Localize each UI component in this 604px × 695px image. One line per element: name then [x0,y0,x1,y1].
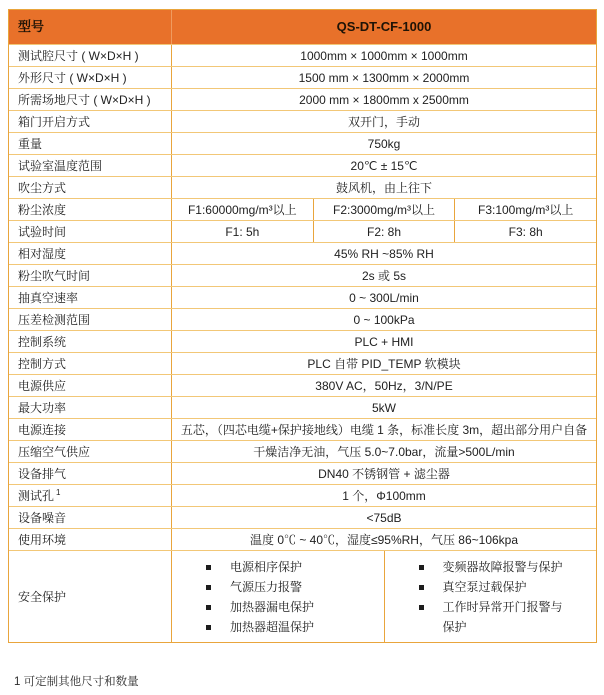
table-row [9,88,596,110]
row-value: 45% RH ~85% RH [334,246,434,261]
safety-item-text: 气源压力报警 [230,579,303,594]
safety-item-text: 加热器超温保护 [230,619,315,634]
row-value: 0 ~ 300L/min [349,290,419,305]
safety-list-right [384,551,597,642]
row-value: 温度 0℃ ~ 40℃，湿度≤95%RH，气压 86~106kpa [249,532,519,547]
row-label: 设备噪音 [9,507,172,528]
row-label [9,485,172,506]
row-value: DN40 不锈钢管 + 滤尘器 [318,466,450,481]
table-row-test-duration [9,220,596,242]
model-value: QS-DT-CF-1000 [336,19,432,34]
table-row [9,506,596,528]
safety-item [206,617,362,637]
safety-list-left [172,551,384,642]
table-row-safety-protection [9,550,596,642]
table-row [9,374,596,396]
row-label: 试验时间 [9,221,172,242]
row-value: <75dB [366,510,402,525]
safety-item [206,577,362,597]
row-label: 控制方式 [9,353,172,374]
table-row [9,132,596,154]
row-value: PLC 自带 PID_TEMP 软模块 [307,356,461,371]
row-value-f1: F1: 5h [225,224,260,239]
row-label: 箱门开启方式 [9,111,172,132]
row-label: 吹尘方式 [9,177,172,198]
table-row [9,66,596,88]
row-value-f3: F3: 8h [454,221,596,242]
table-row [9,462,596,484]
row-value-f2: F2:3000mg/m³以上 [313,199,455,220]
row-value: 干燥洁净无油，气压 5.0~7.0bar，流量>500L/min [253,444,515,459]
table-row [9,44,596,66]
bullet-icon [419,585,424,590]
footnote-marker: 1 [56,488,61,497]
row-label: 粉尘浓度 [9,199,172,220]
spec-table [8,9,597,643]
safety-item [206,597,362,617]
bullet-icon [206,605,211,610]
table-header-row [9,10,596,44]
safety-item-text: 工作时异常开门报警与保护 [442,599,563,634]
row-value-f3: F3:100mg/m³以上 [454,199,596,220]
row-value: 五芯，（四芯电缆+保护接地线）电缆 1 条，标准长度 3m，超出部分用户自备 [180,422,588,437]
safety-item [419,577,575,597]
row-label: 最大功率 [9,397,172,418]
table-row [9,308,596,330]
table-row [9,352,596,374]
table-row [9,176,596,198]
row-value: 5kW [372,400,396,415]
row-label: 安全保护 [9,551,172,642]
bullet-icon [419,565,424,570]
bullet-icon [206,585,211,590]
safety-item [206,557,362,577]
safety-item-text: 加热器漏电保护 [230,599,315,614]
row-value: 2s 或 5s [361,268,407,283]
row-label: 压差检测范围 [9,309,172,330]
table-row [9,264,596,286]
row-value: 2000 mm × 1800mm x 2500mm [299,92,469,107]
table-row [9,330,596,352]
row-label: 试验室温度范围 [9,155,172,176]
table-row [9,440,596,462]
row-label: 控制系统 [9,331,172,352]
row-label: 电源供应 [9,375,172,396]
bullet-icon [206,625,211,630]
row-value: 双开门，手动 [347,114,420,129]
row-value: 20℃ ± 15℃ [350,158,418,173]
row-label: 重量 [9,133,172,154]
safety-item-text: 真空泵过载保护 [442,579,527,594]
row-label: 电源连接 [9,419,172,440]
table-row [9,418,596,440]
row-value: 1 个，Φ100mm [342,488,426,503]
row-value: 1000mm × 1000mm × 1000mm [300,48,468,63]
table-row [9,528,596,550]
row-label: 粉尘吹气时间 [9,265,172,286]
table-row-test-hole [9,484,596,506]
safety-item-text: 电源相序保护 [230,559,303,574]
row-label: 使用环境 [9,529,172,550]
row-label: 外形尺寸 ( W×D×H ) [9,67,172,88]
bullet-icon [419,605,424,610]
row-value: PLC + HMI [354,334,414,349]
bullet-icon [206,565,211,570]
footnote: 1 可定制其他尺寸和数量 [14,676,139,688]
row-label: 设备排气 [9,463,172,484]
table-row [9,396,596,418]
table-row [9,242,596,264]
row-label: 压缩空气供应 [9,441,172,462]
row-value: 750kg [367,136,401,151]
row-value-f1: F1:60000mg/m³以上 [187,202,297,217]
row-value-f2: F2: 8h [313,221,455,242]
row-label: 所需场地尺寸 ( W×D×H ) [9,89,172,110]
row-label: 抽真空速率 [9,287,172,308]
safety-item [419,597,575,637]
row-label: 测试腔尺寸 ( W×D×H ) [9,45,172,66]
model-label: 型号 [9,10,172,44]
safety-item [419,557,575,577]
row-value: 0 ~ 100kPa [353,312,415,327]
safety-item-text: 变频器故障报警与保护 [442,559,563,574]
table-row [9,286,596,308]
row-value: 1500 mm × 1300mm × 2000mm [298,70,470,85]
table-row [9,154,596,176]
row-label-text: 测试孔 [18,488,55,503]
row-label: 相对湿度 [9,243,172,264]
row-value: 鼓风机，由上往下 [335,180,432,195]
table-row [9,110,596,132]
row-value: 380V AC，50Hz，3/N/PE [315,378,453,393]
table-row-dust-concentration [9,198,596,220]
